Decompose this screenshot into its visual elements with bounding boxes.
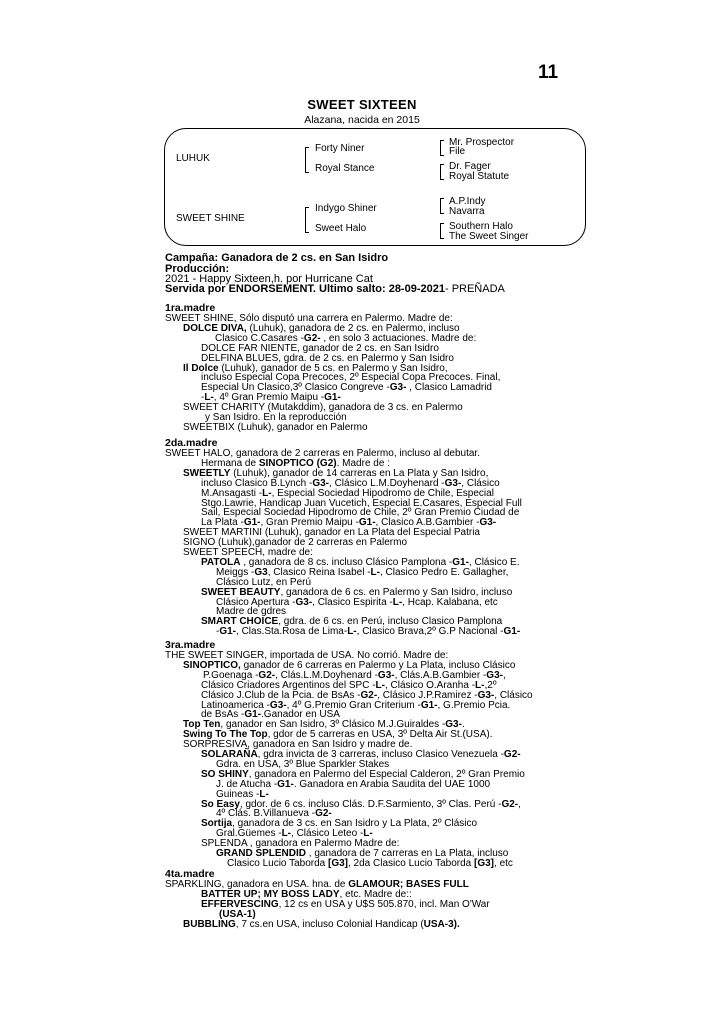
bold-text: L- xyxy=(370,566,380,578)
text-run: , en solo 3 actuaciones. Madre de: xyxy=(320,332,477,344)
bold-text: SINOPTICO, xyxy=(183,659,241,671)
bold-text: G1- xyxy=(244,709,262,721)
bold-text: GLAMOUR; BASES FULL xyxy=(348,879,469,890)
text-run: , Clasico Reina Isabel - xyxy=(267,566,371,578)
pedigree-gg4a: Southern Halo xyxy=(449,221,513,232)
served-status: - PREÑADA xyxy=(444,283,505,295)
text-run: 4º Clás. B.Villanueva - xyxy=(216,808,316,820)
text-run: - xyxy=(201,392,205,404)
bold-text: G3- xyxy=(377,669,395,681)
text-run: . xyxy=(461,719,465,731)
pedigree-gg3a: A.P.Indy xyxy=(449,196,486,207)
text-run: , ganadora en Palermo del Especial Calderon, 2º Gran Premio xyxy=(248,768,525,780)
bold-text: BUBBLING xyxy=(183,918,236,930)
pedigree-gg2a: Dr. Fager xyxy=(449,161,491,172)
text-run: Clásico Lutz, en Perú xyxy=(216,576,312,588)
horse-name: SWEET SIXTEEN xyxy=(307,97,417,112)
text-run: , Clasico A.B.Gambier - xyxy=(375,517,480,529)
pedigree-gg1b: File xyxy=(449,146,466,157)
text-run: Clasico Lucio Taborda xyxy=(227,857,328,869)
text-run: , ganadora de 7 carreras en La Plata, incluso xyxy=(306,848,509,859)
section-line xyxy=(227,859,513,869)
bold-text: L- xyxy=(363,828,373,840)
bold-text: G3- xyxy=(477,689,495,701)
bracket xyxy=(305,147,309,173)
text-run: , 4º G.Premio Gran Criterium - xyxy=(286,699,421,711)
bold-text: G1- xyxy=(358,517,376,529)
bold-text: G3 xyxy=(254,566,268,578)
text-run: , ganadora de 3 cs. en San Isidro y La Plata, 2º Clásico xyxy=(232,818,478,830)
bold-text: L- xyxy=(347,626,357,638)
bold-text: (USA-1) xyxy=(219,908,256,920)
text-run: THE SWEET SINGER, importada de USA. No corrió. Madre de: xyxy=(165,650,449,661)
text-run: Gral.Güemes - xyxy=(216,828,282,840)
bold-text: G2- xyxy=(303,332,321,344)
bold-text: G1- xyxy=(324,392,341,404)
text-run: . Ganadora en Arabia Saudita del UAE 1000 xyxy=(293,778,491,790)
served-label: Servida por ENDORSEMENT. Ultimo salto: 28-09-2021 xyxy=(165,283,445,295)
bold-text: G1- xyxy=(277,778,294,790)
bold-text: DOLCE DIVA, xyxy=(183,322,247,334)
bold-text: SWEET BEAUTY xyxy=(201,586,281,598)
bold-text: Swing To The Top xyxy=(183,729,268,741)
section-line xyxy=(183,920,460,930)
text-run: , Clás.A.B.Gambier - xyxy=(394,669,487,681)
bold-text: [G3] xyxy=(474,857,495,869)
bold-text: L- xyxy=(375,679,385,691)
text-run: DOLCE FAR NIENTE, ganador de 2 cs. en San Isidro xyxy=(201,342,439,354)
bracket xyxy=(305,207,309,233)
text-run: SPARKLING, ganadora en USA. hna. de xyxy=(165,879,349,890)
text-run: , Clásico xyxy=(494,689,533,701)
page-number: 11 xyxy=(538,62,559,83)
text-run: , 2da Clasico Lucio Taborda xyxy=(348,857,475,869)
bracket xyxy=(440,140,444,156)
text-run: (Luhuk), ganador de 14 carreras en La Plata y San Isidro, xyxy=(230,467,489,479)
text-run: SWEET CHARITY (Mutakddim), ganadora de 3 cs. en Palermo xyxy=(183,402,463,414)
bold-text: L- xyxy=(392,596,403,608)
text-run: Clásico Criadores Argentinos del SPC - xyxy=(201,679,376,691)
text-run: SWEET SHINE, Sólo disputó una carrera en Palermo. Madre de: xyxy=(165,313,453,324)
bold-text: GRAND SPLENDID xyxy=(216,848,307,859)
bold-text: SMART CHOICE xyxy=(201,616,279,628)
bold-text: G3- xyxy=(295,596,313,608)
text-run: , xyxy=(518,798,521,810)
text-run: Stgo.Lawrie, Handicap Juan Vucetich, Especial E.Casares, Especial Full xyxy=(201,497,522,509)
campaign-line: Campaña: Ganadora de 2 cs. en San Isidro xyxy=(165,252,389,264)
text-run: , Clás.L.M.Doyhenard - xyxy=(275,669,378,681)
text-run: SWEET HALO, ganadora de 2 carreras en Palermo, incluso al debutar. xyxy=(165,448,480,459)
bracket xyxy=(440,198,444,214)
text-run: SIGNO (Luhuk),ganador de 2 carreras en Palermo xyxy=(183,537,407,549)
pedigree-gg2b: Royal Statute xyxy=(449,171,510,182)
text-run: Hermana de xyxy=(201,457,259,469)
text-run: , ganadora de 6 cs. en Palermo y San Isidro, incluso xyxy=(280,586,513,598)
text-run: Latinoamerica - xyxy=(201,699,270,711)
bold-text: SO SHINY xyxy=(201,768,249,780)
bold-text: G1- xyxy=(503,626,521,638)
pedigree-gg3b: Navarra xyxy=(449,206,485,217)
pedigree-dam-sire: Indygo Shiner xyxy=(315,203,377,214)
text-run: SWEETBIX (Luhuk), ganador en Palermo xyxy=(183,421,368,433)
bold-text: SWEETLY xyxy=(183,467,231,479)
served-line xyxy=(165,283,505,295)
bold-text: G1- xyxy=(219,626,237,638)
text-run: . Madre de : xyxy=(336,457,390,469)
bold-text: Top Ten xyxy=(183,719,221,731)
text-run: , ganador en San Isidro, 3º Clásico M.J.Guiraldes - xyxy=(220,719,446,731)
bold-text: G1- xyxy=(420,699,438,711)
text-run: , G.Premio Pcia. xyxy=(437,699,511,711)
bold-text: G2- xyxy=(503,749,521,760)
text-run: (Luhuk), ganadora de 2 cs. en Palermo, incluso xyxy=(246,322,460,334)
text-run: La Plata - xyxy=(201,517,244,529)
bold-text: PATOLA xyxy=(201,556,241,568)
pedigree-gg4b: The Sweet Singer xyxy=(449,231,529,242)
bracket xyxy=(440,223,444,239)
bold-text: G2- xyxy=(501,798,519,810)
production-label: Producción: xyxy=(165,263,230,275)
bold-text: SINOPTICO (G2) xyxy=(258,457,337,469)
text-run: SWEET MARTINI (Luhuk), ganador en La Plata del Especial Patria xyxy=(183,527,480,539)
text-run: M.Ansagasti - xyxy=(201,487,263,499)
text-run: de BsAs - xyxy=(201,709,245,721)
pedigree-dam: SWEET SHINE xyxy=(176,213,245,224)
text-run: , Clasico Brava,2º G.P Nacional - xyxy=(356,626,504,638)
text-run: , gdor de 5 carreras en USA, 3º Delta Air St.(USA). xyxy=(267,729,493,741)
text-run: DELFINA BLUES, gdra. de 2 cs. en Palermo y San Isidro xyxy=(201,352,454,364)
text-run: , xyxy=(502,669,506,681)
bold-text: L- xyxy=(262,487,272,499)
bold-text: G1- xyxy=(243,517,261,529)
bold-text: [G3] xyxy=(328,857,348,869)
text-run: , 4º Gran Premio Maipu - xyxy=(213,392,325,404)
bold-text: G3- xyxy=(479,517,497,529)
text-run: SORPRESIVA, ganadora en San Isidro y madre de. xyxy=(183,739,413,751)
text-run: , 7 cs.en USA, incluso Colonial Handicap ( xyxy=(235,918,424,930)
text-run: , etc xyxy=(494,857,513,869)
text-run: , Clásico Leteo - xyxy=(291,828,364,840)
bold-text: Sortija xyxy=(201,818,233,830)
bold-text: G3- xyxy=(389,382,407,394)
bold-text: EFFERVESCING xyxy=(201,898,279,910)
text-run: , Clasico Pedro E. Gallagher, xyxy=(379,566,509,578)
text-run: ganador de 6 carreras en Palermo y La Plata, incluso Clásico xyxy=(240,659,516,671)
text-run: , Clásico O.Aranha - xyxy=(384,679,476,691)
text-run: , Clásico L.M.Doyhenard - xyxy=(329,477,445,489)
text-run: Guineas - xyxy=(216,788,260,800)
text-run: , 12 cs en USA y U$S 505.870, incl. Man O'War xyxy=(278,898,490,910)
bold-text: G3- xyxy=(445,719,462,731)
bracket xyxy=(440,164,444,180)
text-run: ,2º xyxy=(484,679,497,691)
text-run: , ganadora de 8 cs. incluso Clásico Pamplona - xyxy=(240,556,453,568)
section-heading: 4ta.madre xyxy=(165,868,215,880)
text-run: , Clásico J.P.Ramirez - xyxy=(377,689,478,701)
text-run: Clásico Apertura - xyxy=(216,596,296,608)
text-run: , Gran Premio Maipu - xyxy=(260,517,359,529)
horse-description: Alazana, nacida en 2015 xyxy=(304,114,420,126)
section-line xyxy=(183,423,368,433)
bold-text: G2- xyxy=(315,808,332,820)
text-run: (Luhuk), ganador de 5 cs. en Palermo y San Isidro, xyxy=(218,362,448,374)
text-run: , Hcap. Kalabana, etc xyxy=(402,596,498,608)
text-run: , Clasico Espirita - xyxy=(312,596,393,608)
bold-text: G3- xyxy=(312,477,330,489)
text-run: , etc. Madre de:: xyxy=(339,888,412,900)
section-heading: 1ra.madre xyxy=(165,302,216,314)
text-run: Meiggs - xyxy=(216,566,255,578)
text-run: , Clasico Lamadrid xyxy=(406,382,492,394)
bold-text: L- xyxy=(204,392,214,404)
pedigree-gg1a: Mr. Prospector xyxy=(449,137,515,148)
bold-text: G3- xyxy=(269,699,287,711)
bold-text: L- xyxy=(259,788,269,800)
pedigree-sire: LUHUK xyxy=(176,153,210,164)
bold-text: So Easy xyxy=(201,798,240,810)
bold-text: G1- xyxy=(452,556,469,568)
bold-text: Il Dolce xyxy=(183,362,219,374)
text-run: Gdra. en USA, 3º Blue Sparkler Stakes xyxy=(216,758,390,770)
text-run: , Clásico E. xyxy=(468,556,520,568)
text-run: Especial Un Clasico,3º Clasico Congreve - xyxy=(201,382,390,394)
text-run: J. de Atucha - xyxy=(216,778,278,790)
text-run: Madre de gdres xyxy=(216,606,287,618)
text-run: Clasico C.Casares - xyxy=(215,332,304,344)
bold-text: BATTER UP; MY BOSS LADY xyxy=(201,888,340,900)
pedigree-sire-sire: Forty Niner xyxy=(315,143,365,154)
text-run: incluso Clasico B.Lynch - xyxy=(201,477,313,489)
pedigree-dam-dam: Sweet Halo xyxy=(315,223,367,234)
text-run: , gdor. de 6 cs. incluso Clás. D.F.Sarmiento, 3º Clas. Perú - xyxy=(239,798,502,810)
bold-text: G3- xyxy=(444,477,462,489)
text-run: , gdra invicta de 3 carreras, incluso Clasico Venezuela - xyxy=(257,749,504,760)
pedigree-sire-dam: Royal Stance xyxy=(315,163,375,174)
text-run: y San Isidro. En la reproducción xyxy=(205,412,347,423)
bold-text: L- xyxy=(475,679,485,691)
bold-text: G2- xyxy=(258,669,276,681)
text-run: Sail, Especial Sociedad Hipodromo de Chile, 2º Gran Premio Ciudad de xyxy=(201,507,520,519)
text-run: P.Goenaga - xyxy=(203,669,259,681)
bold-text: SOLARAÑA xyxy=(201,749,258,760)
text-run: SWEET SPEECH, madre de: xyxy=(183,547,313,558)
text-run: Clásico J.Club de la Pcia. de BsAs - xyxy=(201,689,361,701)
bold-text: USA-3). xyxy=(423,918,460,930)
section-line xyxy=(216,627,520,637)
text-run: SPLENDA , ganadora en Palermo Madre de: xyxy=(201,838,400,850)
section-heading: 3ra.madre xyxy=(165,639,216,651)
bold-text: G3- xyxy=(486,669,503,681)
text-run: , Clas.Sta.Rosa de Lima- xyxy=(236,626,348,638)
section-heading: 2da.madre xyxy=(165,437,218,449)
bold-text: G2- xyxy=(360,689,378,701)
text-run: , gdra. de 6 cs. en Perú, incluso Clasico Pamplona xyxy=(278,616,503,628)
text-run: .Ganador en USA xyxy=(261,709,340,721)
pedigree-box xyxy=(164,128,586,246)
text-run: , Especial Sociedad Hipodromo de Chile, Especial xyxy=(271,487,494,499)
production-value: 2021 - Happy Sixteen,h. por Hurricane Cat xyxy=(165,273,373,285)
bold-text: L- xyxy=(281,828,292,840)
text-run: - xyxy=(216,626,220,638)
text-run: incluso Especial Copa Precoces, 2º Especial Copa Precoces. Final, xyxy=(201,372,501,384)
text-run: , Clásico xyxy=(461,477,500,489)
